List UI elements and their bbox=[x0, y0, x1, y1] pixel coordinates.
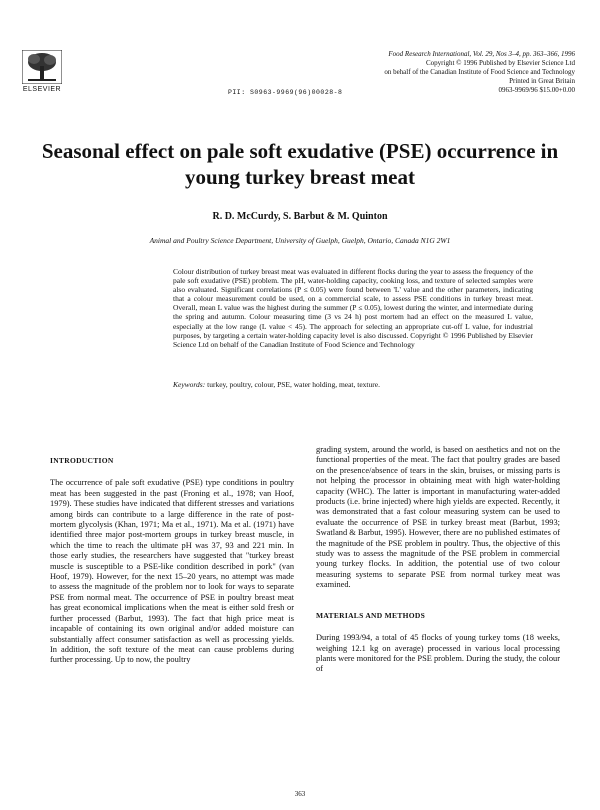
journal-price: 0963-9969/96 $15.00+0.00 bbox=[498, 86, 575, 94]
introduction-paragraph-1: The occurrence of pale soft exudative (PSE) type conditions in poultry meat has been suggested in the past (Froning et al., 1978; van Hoof, 1979). These studies have indicated that different stresses and variations among birds can contribute to a large difference in the rate of post-mortem glycolysis (Khan, 1971; Ma et al., 1971). Ma et al. (1971) have identified three major post-mortem groups in turkey breast muscle, in which the time to reach the ultimate pH was 37, 93 and 221 min. In those early studies, the researchers have suggested that "turkey breast muscle is susceptible to a PSE-like condition described in pork" (van Hoof, 1979). However, for the next 15–20 years, no attempt was made to assess the magnitude of the problem nor to look for ways to separate PSE from normal meat. The occurrence of PSE in poultry breast meat has great economical implications when the meat is either sold fresh or further processed (Barbut, 1993). The fact that high price meat is incapable of containing its own original and/or added moisture can substantially affect consumer satisfaction as well as processing yields. In addition, the soft texture of the meat can cause problems during further processing. Up to now, the poultry bbox=[50, 478, 294, 665]
publisher-name: ELSEVIER bbox=[22, 86, 62, 93]
pii-identifier: PII: S0963-9969(96)00028-8 bbox=[228, 89, 343, 96]
abstract: Colour distribution of turkey breast meat was evaluated in different flocks during the year to assess the frequency of the pale soft exudative (PSE) problem. The pH, water-holding capacity, cooking loss, and texture of selected samples were also evaluated. Significant correlations (P ≤ 0.05) were found between 'L' value and the other parameters, indicating that a colour measurement could be used, on a commercial scale, to assess PSE conditions in turkey breast meat. Overall, mean L value was the highest during the summer (P ≤ 0.05), lowest during the winter, and intermediate during the spring and autumn. Colour measuring time (3 vs 24 h) post mortem had an effect on the measured L value, especially at the low range (L value < 45). The approach for selecting an appropriate cut-off L value, for industrial purposes, by targeting a certain water-holding capacity level is also discussed. Copyright © 1996 Published by Elsevier Science Ltd on behalf of the Canadian Institute of Food Science and Technology bbox=[173, 267, 533, 349]
journal-printed: Printed in Great Britain bbox=[509, 77, 575, 85]
introduction-paragraph-2: grading system, around the world, is based on aesthetics and not on the functional properties of the meat. The fact that poultry grades are based on the presence/absence of tears in the skin, bruises, or missing parts is not helping the processor in obtaining meat with high water-holding capacity (WHC). The latter is important in manufacturing water-added products (i.e. brine injected) where high yields are expected. Recently, it was demonstrated that a fast colour measuring system can be used to evaluate the occurrence of PSE in turkey breast meat (Barbut, 1993; Swatland & Barbut, 1995). However, there are no published estimates of the magnitude of the PSE problem in poultry. Thus, the objective of this study was to assess the magnitude of the PSE problem in commercial young turkey flocks. In addition, the potential use of two colour measuring systems to separate PSE from normal turkey meat was examined. bbox=[316, 445, 560, 590]
keywords bbox=[173, 380, 533, 389]
elsevier-tree-icon bbox=[22, 50, 62, 84]
elsevier-logo bbox=[22, 50, 62, 93]
paper-authors: R. D. McCurdy, S. Barbut & M. Quinton bbox=[212, 211, 388, 222]
keywords-text: turkey, poultry, colour, PSE, water holding, meat, texture. bbox=[207, 380, 380, 389]
left-column bbox=[50, 456, 294, 666]
methods-heading: MATERIALS AND METHODS bbox=[316, 610, 426, 620]
right-column bbox=[316, 445, 560, 675]
page-number: 363 bbox=[294, 790, 306, 798]
journal-behalf: on behalf of the Canadian Institute of Food Science and Technology bbox=[384, 68, 575, 76]
introduction-heading: INTRODUCTION bbox=[50, 456, 114, 465]
journal-citation: Food Research International, Vol. 29, Nos 3–4, pp. 363–366, 1996 bbox=[388, 50, 575, 58]
journal-info bbox=[384, 50, 575, 95]
keywords-label: Keywords: bbox=[173, 380, 206, 389]
journal-copyright: Copyright © 1996 Published by Elsevier Science Ltd bbox=[426, 59, 575, 67]
paper-title: Seasonal effect on pale soft exudative (PSE) occurrence in young turkey breast meat bbox=[41, 139, 559, 190]
paper-affiliation: Animal and Poultry Science Department, University of Guelph, Guelph, Ontario, Canada N1G 2W1 bbox=[149, 236, 451, 245]
methods-paragraph-1: During 1993/94, a total of 45 flocks of young turkey toms (18 weeks, weighing 12.1 kg on average) processed in various local processing plants were monitored for the PSE problem. During the study, the colour of bbox=[316, 633, 560, 674]
